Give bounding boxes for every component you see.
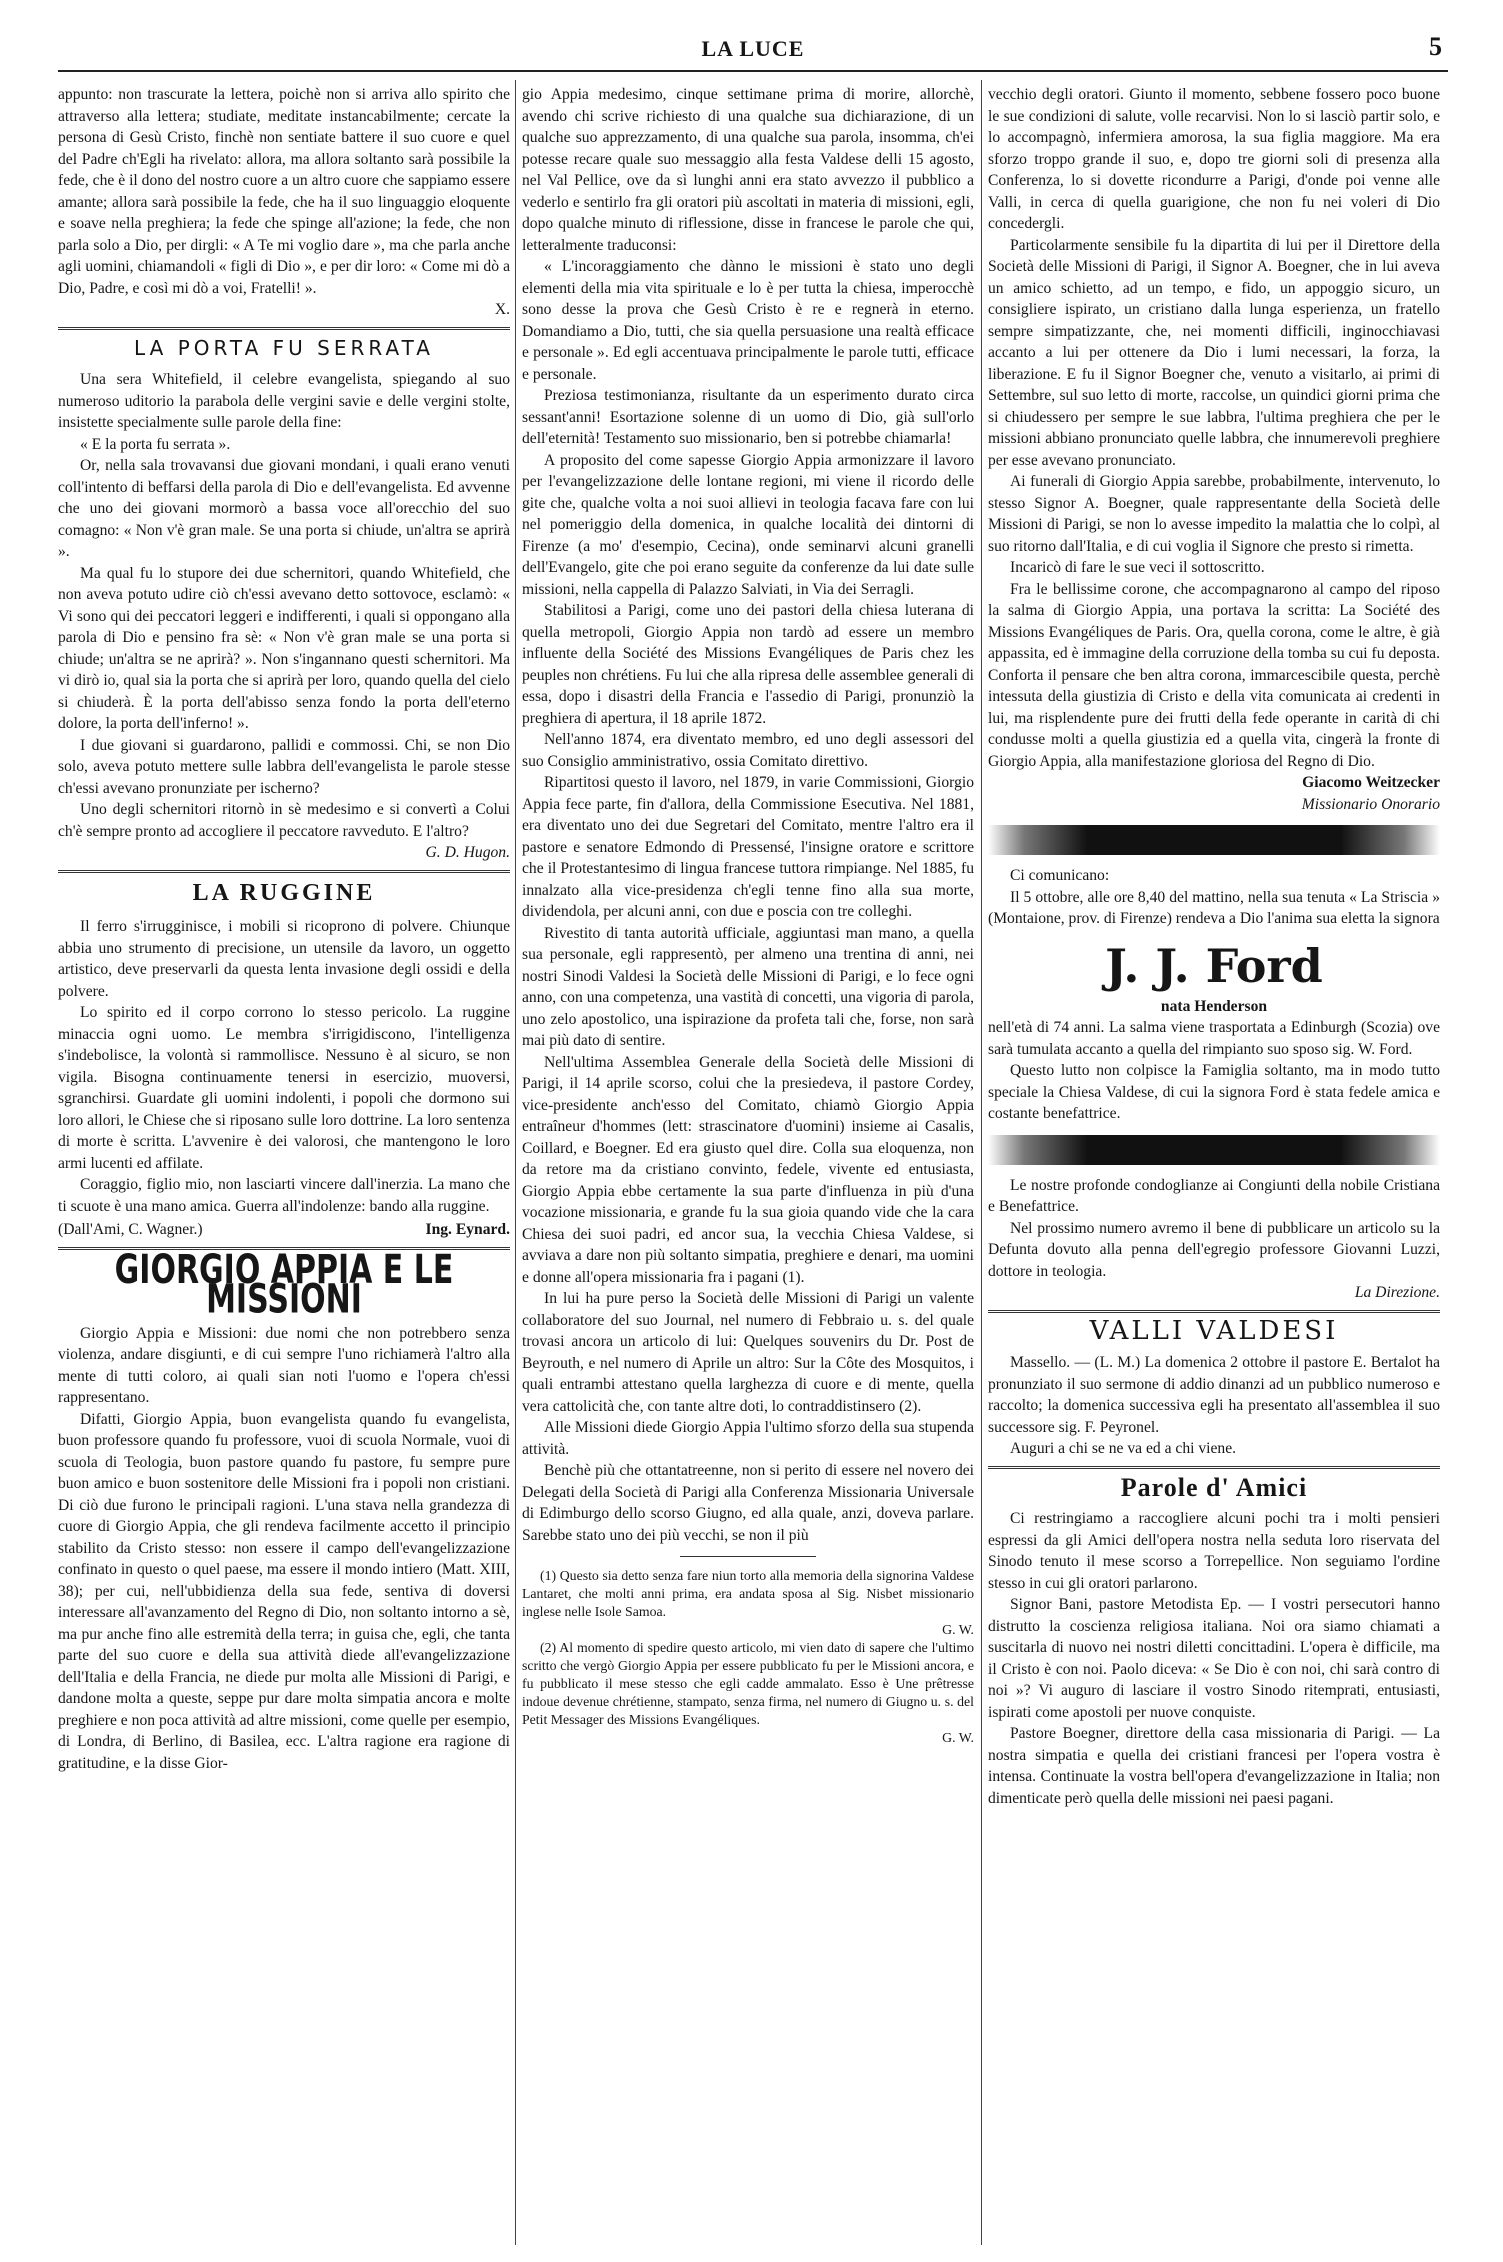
weitzecker-role: Missionario Onorario <box>1301 795 1440 813</box>
ruggine-byline <box>58 1219 510 1241</box>
ruggine-source: (Dall'Ami, C. Wagner.) <box>58 1221 203 1238</box>
section-divider <box>58 327 510 330</box>
footnote-1: (1) Questo sia detto senza fare niun torto alla memoria della signorina Valdese Lantaret, che molti anni prima, era andata sposa al Sig. Nisbet missionario inglese nelle Isole Samoa. <box>522 1568 974 1619</box>
column-2 <box>522 84 974 2244</box>
article-paragraph: Nell'ultima Assemblea Generale della Società delle Missioni di Parigi, il 14 aprile scorso, colui che la presiedeva, il pastore Cordey, vice-presidente anch'esso del Comitato, chiamò Giorgio Appia entraîneur d'hommes (lett: strascinatore d'uomini) insieme ai Casalis, Coillard, e Boegner. Ed era giusto quel dire. Colla sua eloquenza, non da retore ma da cristiano convinto, fedele, vivente ed entusiasta, Giorgio Appia ebbe certamente la sua parte d'influenza in più d'una vocazione missionaria, e grande fu la sua gioia quando vide che la cara Chiesa dei suoi padri, ed ancor sua, la vecchia Chiesa Valdese, si avviava a dare non più soltanto simpatia, preghiere e denari, ma uomini e donne all'opera missionaria fra i pagani (1). <box>522 1053 974 1286</box>
ford-paragraph: Questo lutto non colpisce la Famiglia soltanto, ma in modo tutto speciale la Chiesa Valdese, di cui la signora Ford è stata fedele amica e costante benefattrice. <box>988 1062 1440 1122</box>
valli-paragraph: Auguri a chi se ne va ed a chi viene. <box>1010 1440 1237 1457</box>
section-divider <box>58 870 510 873</box>
article-paragraph: Ai funerali di Giorgio Appia sarebbe, probabilmente, intervenuto, lo stesso Signor A. Boegner, quale rappresentante della Società delle Missioni di Parigi, se non lo avesse impedito la malattia che lo colpì, al suo ritorno dall'Italia, e di cui voglia il Signore che presto si rimetta. <box>988 473 1440 555</box>
article-paragraph: Incaricò di fare le sue veci il sottoscritto. <box>1010 559 1265 576</box>
parole-paragraph: Signor Bani, pastore Metodista Ep. — I vostri persecutori hanno distrutto la coscienza religiosa italiana. Noi ora siamo chiamati a suscitarla di nuovo nei nostri diletti concittadini. L'opera è difficile, ma il Cristo è con noi. Paolo diceva: « Se Dio è con noi, chi sarà contro di noi »? Vi auguro di lasciare il vostro Sinodo ritemprati, entusiasti, ispirati come apostoli per nuove conquiste. <box>988 1596 1440 1721</box>
article-paragraph: gio Appia medesimo, cinque settimane prima di morire, allorchè, avendo chi scrive richiesto di una qualche sua dichiarazione, di un qualche suo apprezzamento, di una qualche sua parola, insomma, ch'ei potesse recare quale suo messaggio alla festa Valdese delli 15 agosto, nel Val Pellice, ove da sì lunghi anni era stato avvezzo il pubblico a vederlo e sentirlo fra gli oratori più ascoltati in materia di missioni, egli, dopo qualche minuto di riflessione, disse in francese le parole che qui, letteralmente traduconsi: <box>522 86 974 254</box>
parole-paragraph: Ci restringiamo a raccogliere alcuni pochi tra i molti pensieri espressi da gli Amici dell'opera nostra nella seduta loro riservata del Sinodo tenuto il mese scorso a Torrepellice. Non seguiamo l'ordine stesso in cui gli oratori parlarono. <box>988 1510 1440 1592</box>
masthead <box>58 30 1448 74</box>
intro-signature: X. <box>494 301 510 318</box>
valli-paragraph: Massello. — (L. M.) La domenica 2 ottobre il pastore E. Bertalot ha pronunziato il suo sermone di addio dinanzi ad un pubblico numeroso e raccolto; la domenica successiva egli ha presentato all'assemblea il suo successore sig. F. Peyronel. <box>988 1354 1440 1436</box>
ford-intro: Il 5 ottobre, alle ore 8,40 del mattino, nella sua tenuta « La Striscia » (Montaione, prov. di Firenze) rendeva a Dio l'anima sua eletta la signora <box>988 888 1440 927</box>
article-paragraph: Difatti, Giorgio Appia, buon evangelista quando fu evangelista, buon professore quando fu professore, vuoi di scuola Normale, vuoi di scuola di Teologia, buon pastore quando fu pastore, fu sempre pure buon amico e buon sostenitore delle Missioni fra i popoli non cristiani. Di ciò due furono le principali ragioni. L'una stava nella grandezza di cuore di Giorgio Appia, che gli rendeva facilmente accetto il principio stabilito da Cristo stesso: non essere il campo dell'evangelizzazione confinato in questo o quel paese, ma essere il mondo intiero (Matt. XIII, 38); per cui, nell'ubbidienza della sua fede, sentiva di doversi interessare all'avanzamento del Regno di Dio, non soltanto intorno a sè, ma pur anche fino alle estremità della terra; in guisa che, egli, che tanta parte del suo cuore e della sua attività diede all'evangelizzazione dell'Italia e della Francia, ne diede pur molta alle Missioni di Parigi, e dandone molta a queste, seppe pur dare molta simpatia ancora e molte preghiere e non poca attività ad altre missioni, come quelle per esempio, di Londra, di Berlino, di Basilea, ecc. L'altra ragione era ragione di gratitudine, e la disse Gior- <box>58 1410 510 1772</box>
article-paragraph: vecchio degli oratori. Giunto il momento, sebbene fossero poco buone le sue condizioni di salute, volle recarvisi. Non lo si lasciò partir solo, e lo accompagnò, infermiera amorosa, la sua figlia maggiore. Ma era sforzo troppo grande il suo, e, dopo tre giorni soli di presenza alla Conferenza, lo si dovette ricondurre a Parigi, d'onde poi venne alle Valli, in cerca di quella guarigione, che non fu nei voleri di Dio concedergli. <box>988 86 1440 232</box>
footnote-1-signature: G. W. <box>942 1622 974 1637</box>
article-paragraph: Fra le bellissime corone, che accompagnarono al campo del riposo la salma di Giorgio Appia, una portava la scritta: La Société des Missions Evangéliques de Paris. Ora, quella corona, come le altre, è già appassita, ed è immagine della corruzione della tomba su cui fu deposta. Conforta il pensare che ben altra corona, immarcescibile questa, perchè intessuta della giustizia di Cristo e della vita comunicata ai credenti in lui, ma risplendente pure dei frutti della fede operante in carità di chi condusse molti a quella giustizia ed a quella vita, cingerà la fronte di Giorgio Appia, alla manifestazione gloriosa del Regno di Dio. <box>988 580 1440 770</box>
article-title-porta: LA PORTA FU SERRATA <box>134 335 434 360</box>
direzione-signature: La Direzione. <box>1354 1284 1440 1301</box>
article-paragraph: Rivestito di tanta autorità ufficiale, aggiuntasi man mano, a quella sua personale, egli rappresentò, per almeno una trentina di anni, nei nostri Sinodi Valdesi la Società delle Missioni di Parigi, e lo fece ogni anno, con una competenza, una vastità di concetti, una vigoria di parola, uno zelo apostolico, una ispirazione da profeta tali che, forse, non sarà mai più dato di sentire. <box>522 924 974 1049</box>
article-paragraph: I due giovani si guardarono, pallidi e commossi. Chi, se non Dio solo, aveva potuto mettere sulle labbra dell'evangelista le parole stesse ch'essi avevano pronunziate per ischerno? <box>58 736 510 797</box>
comunicano-label: Ci comunicano: <box>1010 867 1110 884</box>
article-paragraph: « L'incoraggiamento che dànno le missioni è stato uno degli elementi della mia vita spirituale e lo è per tutta la chiesa, imperocchè sono desse la prova che Gesù Cristo è re e regnerà in eterno. Domandiamo a Dio, tutti, che sia quella persuasione una realtà efficace e personale ». Ed egli accentuava principalmente le parole tutti, efficace e personale. <box>522 258 974 383</box>
weitzecker-signature: Giacomo Weitzecker <box>1302 774 1440 791</box>
article-paragraph: Coraggio, figlio mio, non lasciarti vincere dall'inerzia. La mano che ti scuote è una mano amica. Guerra all'indolenze: bando alla ruggine. <box>58 1176 510 1215</box>
article-paragraph: Benchè più che ottantatreenne, non si perito di essere nel novero dei Delegati della Società di Parigi alla Conferenza Missionaria Universale di Edimburgo dello scorso Giugno, ed alla quale, anzi, doveva parlare. Sarebbe stato uno dei più vecchi, se non il più <box>522 1462 974 1544</box>
article-paragraph: Il ferro s'irrugginisce, i mobili si ricoprono di polvere. Chiunque abbia uno strumento di precisione, un utensile da lavoro, un oggetto artistico, deve preservarli da questa lenta invasione degli ossidi e della polvere. <box>58 918 510 1000</box>
condoglianze-paragraph: Le nostre profonde condoglianze ai Congiunti della nobile Cristiana e Benefattrice. <box>988 1176 1440 1215</box>
article-title-giorgio-appia: GIORGIO APPIA E LE MISSIONI <box>114 1246 454 1323</box>
masthead-rule <box>58 70 1448 72</box>
ford-maiden-name: nata Henderson <box>1160 997 1268 1015</box>
section-title-parole-amici: Parole d' Amici <box>1120 1472 1308 1502</box>
article-paragraph: Alle Missioni diede Giorgio Appia l'ultimo sforzo della sua stupenda attività. <box>522 1419 974 1458</box>
footnote-2: (2) Al momento di spedire questo articolo, mi vien dato di sapere che l'ultimo scritto che vergò Giorgio Appia per essere pubblicato fu per le Missioni ancora, e fu pubblicato il mese stesso che egli cadde ammalato. Esso è Une prêtresse indoue devenue chrétienne, stampato, senza firma, nel numero di Giugno u. s. del Petit Messager des Missions Evangéliques. <box>522 1640 974 1727</box>
mourning-band-top <box>988 825 1440 855</box>
column-divider-1 <box>515 80 516 2245</box>
column-3 <box>988 84 1440 2244</box>
ruggine-signature: Ing. Eynard. <box>425 1221 510 1238</box>
article-paragraph: Stabilitosi a Parigi, come uno dei pastori della chiesa luterana di quella metropoli, Giorgio Appia non tardò ad essere un membro influente della Société des Missions Evangéliques de Paris chez les peuples non chrétiens. Fu lui che alla ripresa delle assemblee generali di essa, dopo i disastri della Francia e l'assedio di Parigi, pronunziò la preghiera di apertura, il 18 aprile 1872. <box>522 602 974 727</box>
article-paragraph: Nell'anno 1874, era diventato membro, ed uno degli assessori del suo Consiglio amministrativo, ossia Comitato direttivo. <box>522 731 974 770</box>
article-paragraph: Ripartitosi questo il lavoro, nel 1879, in varie Commissioni, Giorgio Appia fece parte, fin d'allora, della Commissione Esecutiva. Nel 1881, era diventato uno dei due Segretari del Comitato, mentre l'altro era il pastore e senatore Edmondo di Pressensé, l'insigne oratore e scrittore che il Protestantesimo di lingua francese tuttora rimpiange. Nel 1885, fu innalzato alla vice-presidenza ch'egli tenne fino alla sua morte, dividendola, per alcuni anni, con due e poscia con tre colleghi. <box>522 774 974 920</box>
article-paragraph: Ma qual fu lo stupore dei due schernitori, quando Whitefield, che non aveva potuto udire ciò ch'essi avevano detto sottovoce, esclamò: « Vi sono qui dei peccatori leggeri e indifferenti, i quali si oppongano alla parola di Dio e pensino fra sè: « Non v'è gran male se una porta si chiude; un'altra se ne aprirà? ». Non s'ingannano questi schernitori. Ma vi dirò io, qual sia la porta che si aprirà per loro, quando quella del cielo si chiuderà. È la porta dell'abisso senza fondo la porta dell'eterno dolore, la porta dell'inferno! ». <box>58 564 510 732</box>
column-1 <box>58 84 510 2244</box>
porta-signature: G. D. Hugon. <box>425 844 510 861</box>
article-paragraph: Una sera Whitefield, il celebre evangelista, spiegando al suo numeroso uditorio la parabola delle vergini savie e delle vergini stolte, insistette specialmente sulle parole della fine: <box>58 371 510 431</box>
section-divider <box>988 1466 1440 1469</box>
footnote-divider <box>680 1556 816 1557</box>
footnote-2-signature: G. W. <box>942 1730 974 1745</box>
column-divider-2 <box>981 80 982 2245</box>
footnotes <box>522 1567 974 1747</box>
newspaper-title: LA LUCE <box>701 36 805 61</box>
article-paragraph: Lo spirito ed il corpo corrono lo stesso pericolo. La ruggine minaccia ogni uomo. Le membra s'irrigidiscono, l'intelligenza s'indebolisce, la volontà si rammollisce. Nessuno è al sicuro, se non vigila. Bisogna continuamente tenersi in esercizio, muoversi, sgranchirsi. Guardate gli uomini indolenti, i popoli che dormono sui loro allori, le Chiese che si riposano sulle loro dottrine. La loro sentenza di morte è scritta. L'avvenire è dei valorosi, che mantengono le loro armi lucenti ed affilate. <box>58 1004 510 1172</box>
article-paragraph: Or, nella sala trovavansi due giovani mondani, i quali erano venuti coll'intento di beffarsi della parola di Dio e dell'evangelista. Ed avvenne che uno dei giovani mormorò a bassa voce all'orecchio del suo comagno: « Non v'è gran male. Se una porta si chiude, un'altra se aprirà ». <box>58 457 510 560</box>
article-paragraph: Uno degli schernitori ritornò in sè medesimo e si convertì a Colui ch'è sempre pronto ad accogliere il peccatore ravveduto. E l'altro? <box>58 801 510 840</box>
ford-name: J. J. Ford <box>1105 938 1323 993</box>
section-divider <box>988 1310 1440 1313</box>
mourning-band-bottom <box>988 1135 1440 1165</box>
condoglianze-paragraph: Nel prossimo numero avremo il bene di pubblicare un articolo su la Defunta dovuto alla penna dell'egregio professore Giovanni Luzzi, dottore in teologia. <box>988 1219 1440 1280</box>
article-paragraph: Giorgio Appia e Missioni: due nomi che non potrebbero senza violenza, andare disgiunti, e di cui sempre l'uno richiamerà l'altro alla mente di tutti coloro, ai quali sian noti l'uomo e l'opera ch'essi rappresentano. <box>58 1324 510 1406</box>
article-paragraph: Particolarmente sensibile fu la dipartita di lui per il Direttore della Società delle Missioni di Parigi, il Signor A. Boegner, che in lui aveva un amico schietto, ad un tempo, e fido, un appoggio sicuro, un consigliere ispirato, un cristiano dalla lunga esperienza, un fratello sempre simpatizzante, che, nei momenti difficili, inginocchiavasi accanto a lui per ottenere da Dio i lumi necessari, la forza, la liberazione. E fu il Signor Boegner che, venuto a visitarlo, ai primi di Settembre, sul suo letto di morte, raccolse, un quindici giorni prima che si chiudessero per sempre le sue labbra, l'ultima preghiera che per le missioni abbiano pronunciato quelle labbra, che innumerevoli preghiere per esse avevano pronunciato. <box>988 236 1440 469</box>
page-number: 5 <box>1429 32 1442 61</box>
article-paragraph: A proposito del come sapesse Giorgio Appia armonizzare il lavoro per l'evangelizzazione delle lontane regioni, mi viene il ricordo delle gite che, qualche volta a noi suoi allievi in teologia facava fare con lui nel pomeriggio della domenica, in qualche località dei dintorni di Firenze (a mo' d'esempio, Cecina), onde seminarvi alcuni granelli dell'Evangelo, gite che poi erano seguite da conferenze da lui date sulle missioni, nella cappella di Palazzo Salviati, in Via dei Serragli. <box>522 451 974 598</box>
intro-paragraph: appunto: non trascurate la lettera, poichè non si arriva allo spirito che attraverso alla lettera; studiate, meditate instancabilmente; cercate la persona di Gesù Cristo, finchè non sentiate battere il suo cuore e quel del Padre ch'Egli ha rivelato: allora, ma allora soltanto sarà possibile la fede, che è il dono del nostro cuore a un altro cuore che sappiamo essere amante; allora sarà possibile la fede, che ha il suo linguaggio eloquente e soave nella preghiera; la fede che spinge all'azione; la fede, che non parla solo a Dio, per dirgli: « A Te mi voglio dare », ma che parla anche agli uomini, chiamandoli « figli di Dio », e per dir loro: « Come mi dò a Dio, Padre, e così mi dò a voi, Fratelli! ». <box>58 86 510 297</box>
article-paragraph: « E la porta fu serrata ». <box>80 435 231 453</box>
article-title-ruggine: LA RUGGINE <box>192 879 376 906</box>
section-title-valli-valdesi: VALLI VALDESI <box>1089 1315 1339 1346</box>
ford-paragraph: nell'età di 74 anni. La salma viene trasportata a Edinburgh (Scozia) ove sarà tumulata accanto a quella del rimpianto suo sposo sig. W. Ford. <box>988 1019 1440 1058</box>
article-paragraph: In lui ha pure perso la Società delle Missioni di Parigi un valente collaboratore del suo Journal, nel numero di Febbraio u. s. del quale trovasi ancora un articolo di lui: Quelques souvenirs du Dr. Post de Beyrouth, e nel numero di Aprile un altro: Sur la Côte des Mosquitos, i quali entrambi attestano quella larghezza di cuore e di mente, quella vera cattolicità che, con tante altre doti, lo contraddistinsero (2). <box>522 1290 974 1415</box>
article-paragraph: Preziosa testimonianza, risultante da un esperimento durato circa sessant'anni! Esortazione solenne di un uomo di Dio, già sull'orlo dell'eternità! Testamento suo missionario, ben si potrebbe chiamarla! <box>522 387 974 447</box>
parole-paragraph: Pastore Boegner, direttore della casa missionaria di Parigi. — La nostra simpatia e quella dei cristiani francesi per l'opera vostra è intensa. Continuate la vostra bell'opera d'evangelizzazione in Italia; non dimenticate però quella delle missioni nei paesi pagani. <box>988 1725 1440 1807</box>
